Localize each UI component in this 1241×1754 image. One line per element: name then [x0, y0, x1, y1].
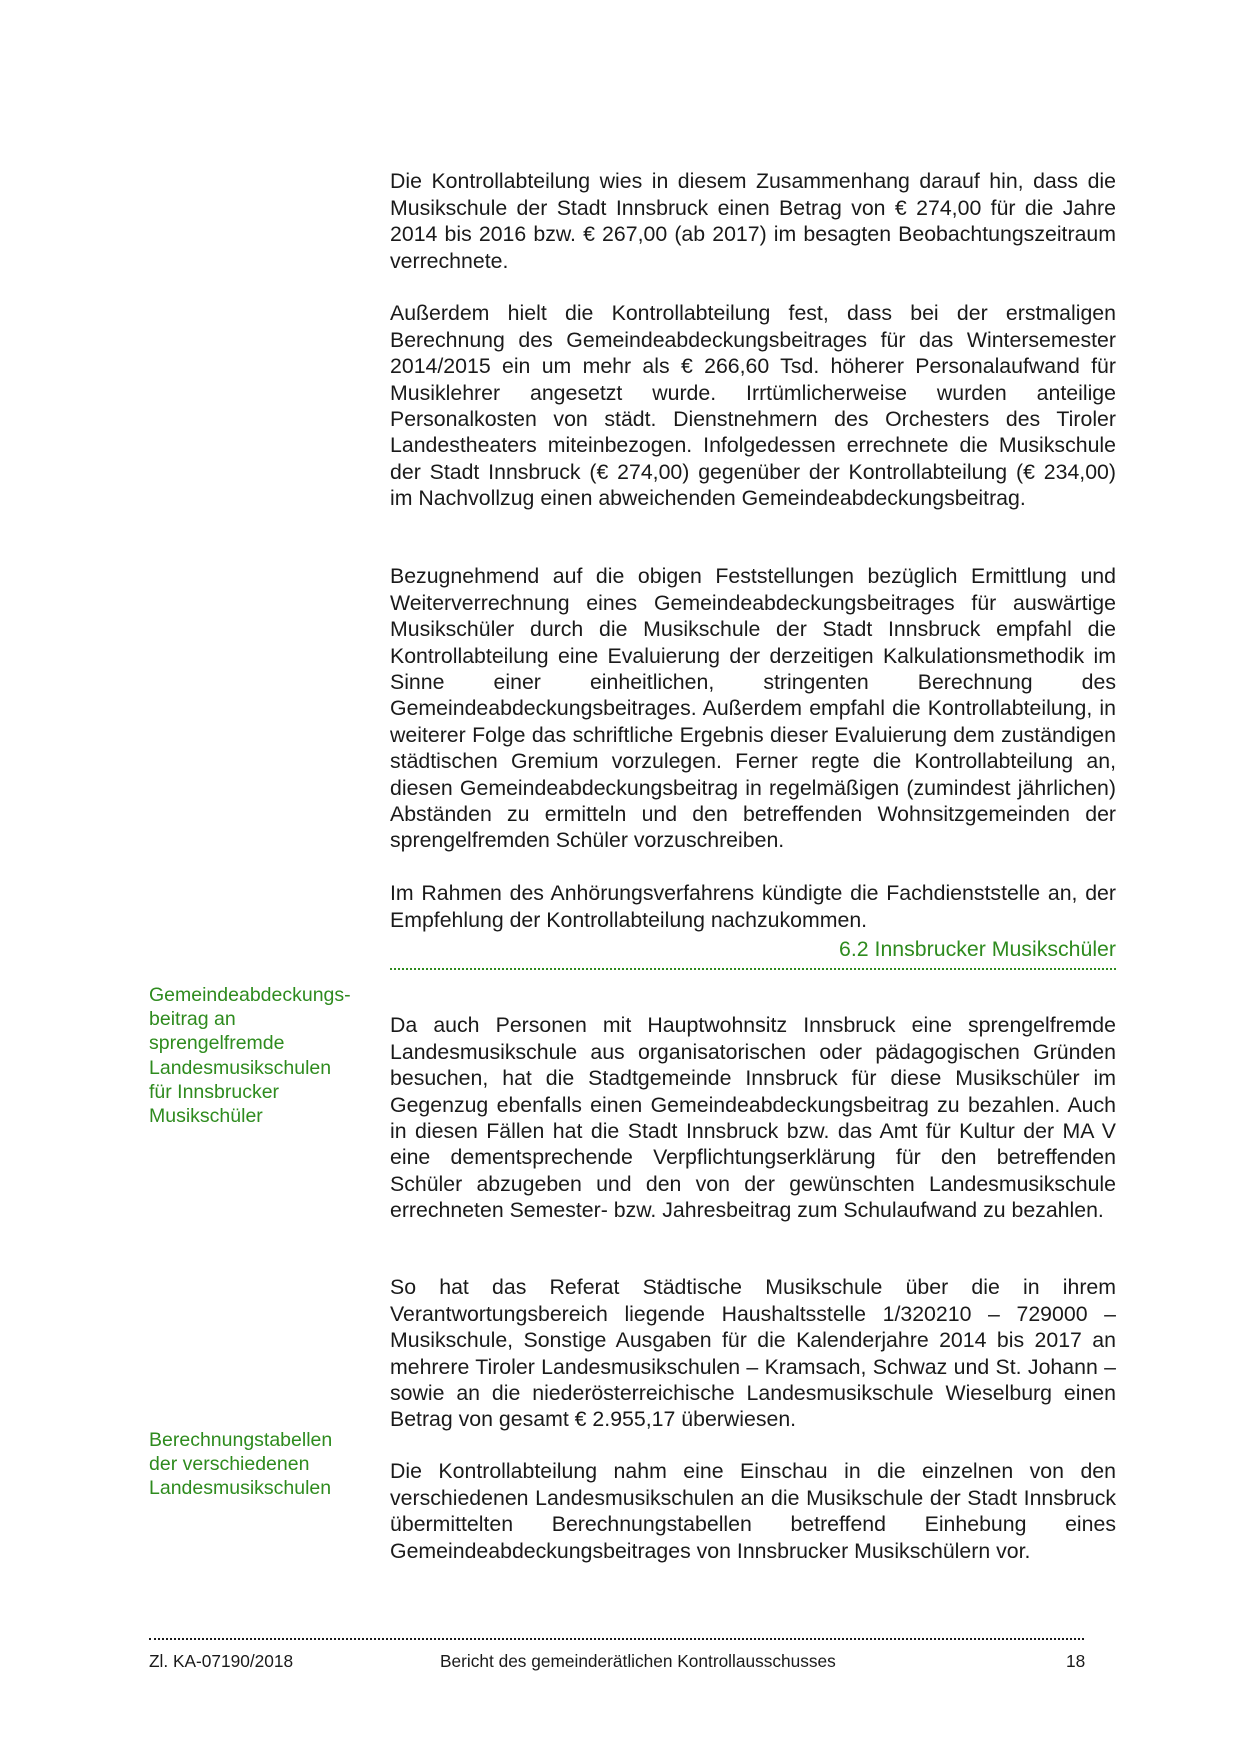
footer-divider [149, 1638, 1084, 1640]
margin-note-calculation-tables: Berechnungstabellen der verschiedenen Landesmusikschulen [149, 1429, 333, 1500]
body-paragraph-6: So hat das Referat Städtische Musikschule über die in ihrem Verantwortungsbereich liegende Haushaltsstelle 1/320210 – 729000 – Musikschule, Sonstige Ausgaben für die Kalenderjahre 2014 bis 2017 an mehrere Tiroler Landesmusikschulen – Kramsach, Schwaz und St. Johann – sowie an die niederösterreichische Landesmusikschule Wieselburg einen Betrag von gesamt € 2.955,17 überwiesen. [390, 1275, 1116, 1432]
body-paragraph-7: Die Kontrollabteilung nahm eine Einschau in die einzelnen von den verschiedenen Landesmusikschulen an die Musikschule der Stadt Innsbruck übermittelten Berechnungstabellen betreffend Einhebung eines Gemeindeabdeckungsbeitrages von Innsbrucker Musikschülern vor. [390, 1459, 1116, 1563]
body-paragraph-1: Die Kontrollabteilung wies in diesem Zusammenhang darauf hin, dass die Musikschule der Stadt Innsbruck einen Betrag von € 274,00 für die Jahre 2014 bis 2016 bzw. € 267,00 (ab 2017) im besagten Beobachtungszeitraum verrechnete. [390, 169, 1116, 273]
body-paragraph-2: Außerdem hielt die Kontrollabteilung fest, dass bei der erstmaligen Berechnung des Gemeindeabdeckungsbeitrages für das Wintersemester 2014/2015 ein um mehr als € 266,60 Tsd. höherer Personalaufwand für Musiklehrer angesetzt wurde. Irrtümlicherweise wurden anteilige Personalkosten von städt. Dienstnehmern des Orchesters des Tiroler Landestheaters miteinbezogen. Infolgedessen errechnete die Musikschule der Stadt Innsbruck (€ 274,00) gegenüber der Kontrollabteilung (€ 234,00) im Nachvollzug einen abweichenden Gemeindeabdeckungsbeitrag. [390, 301, 1116, 511]
page-number: 18 [1066, 1651, 1086, 1671]
body-paragraph-3: Bezugnehmend auf die obigen Feststellungen bezüglich Ermittlung und Weiterverrechnung eines Gemeindeabdeckungsbeitrages für auswärtige Musikschüler durch die Musikschule der Stadt Innsbruck empfahl die Kontrollabteilung eine Evaluierung der derzeitigen Kalkulationsmethodik im Sinne einer einheitlichen, stringenten Berechnung des Gemeindeabdeckungsbeitrages. Außerdem empfahl die Kontrollabteilung, in weiterer Folge das schriftliche Ergebnis dieser Evaluierung dem zuständigen städtischen Gremium vorzulegen. Ferner regte die Kontrollabteilung an, diesen Gemeindeabdeckungsbeitrag in regelmäßigen (zumindest jährlichen) Abständen zu ermitteln und den betreffenden Wohnsitzgemeinden der sprengelfremden Schüler vorzuschreiben. [390, 564, 1116, 853]
body-paragraph-5: Da auch Personen mit Hauptwohnsitz Innsbruck eine sprengelfremde Landesmusikschule aus organisatorischen oder pädagogischen Gründen besuchen, hat die Stadtgemeinde Innsbruck für diese Musikschüler im Gegenzug ebenfalls einen Gemeindeabdeckungsbeitrag zu bezahlen. Auch in diesen Fällen hat die Stadt Innsbruck bzw. das Amt für Kultur der MA V eine dementsprechende Verpflichtungserklärung für den betreffenden Schüler abzugeben und den von der gewünschten Landesmusikschule errechneten Semester- bzw. Jahresbeitrag zum Schulaufwand zu bezahlen. [390, 1013, 1116, 1223]
footer-title: Bericht des gemeinderätlichen Kontrollausschusses [440, 1651, 836, 1671]
margin-note-community-contribution: Gemeindeabdeckungs- beitrag an sprengelfremde Landesmusikschulen für Innsbrucker Musikschüler [149, 984, 351, 1128]
body-paragraph-4: Im Rahmen des Anhörungsverfahrens kündigte die Fachdienststelle an, der Empfehlung der Kontrollabteilung nachzukommen. [390, 881, 1116, 932]
section-heading: 6.2 Innsbrucker Musikschüler [390, 936, 1116, 970]
footer-reference: Zl. KA-07190/2018 [149, 1651, 294, 1671]
